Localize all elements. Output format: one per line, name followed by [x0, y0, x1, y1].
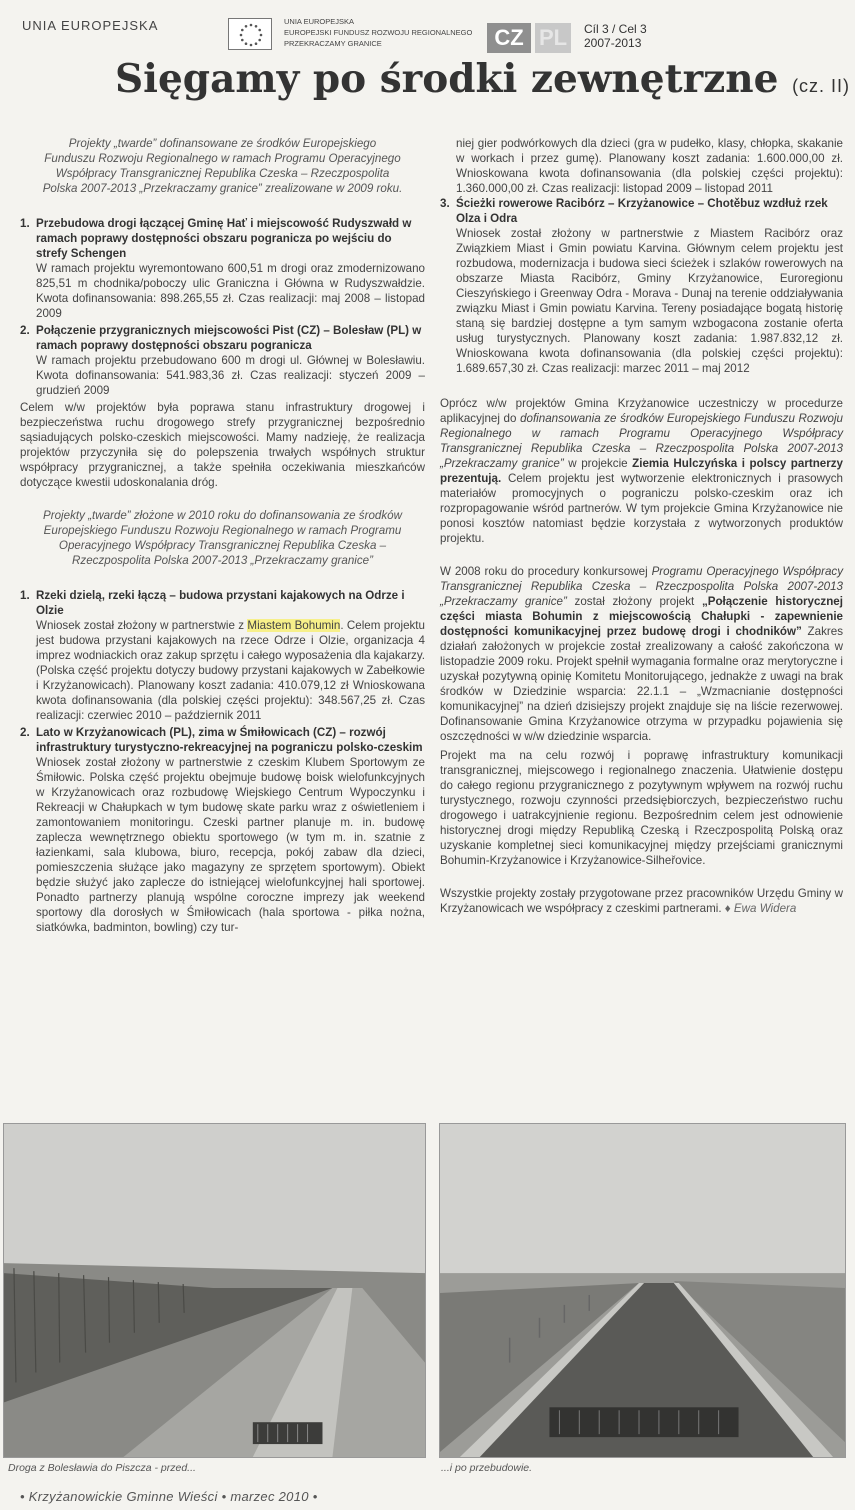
- intro-2010: Projekty „twarde” złożone w 2010 roku do dofinansowania ze środków Europejskiego Funduszu Rozwoju Regionalnego w ramach Programu Operacyjnego Współpracy Transgranicznej Republika Czeska – Rzeczpospolita Polska 2007-2013 „Przekraczamy granice”: [43, 509, 402, 567]
- project-number: 1.: [20, 589, 30, 602]
- text-run: Wszystkie projekty zostały przygotowane przez pracowników Urzędu Gminy w Krzyżanowicach we współpracy z czeskimi partnerami.: [440, 887, 843, 915]
- project-title: Przebudowa drogi łączącej Gminę Hať i miejscowość Rudyszwałd w ramach poprawy dostępności obszaru pogranicza po wejściu do strefy Schengen: [36, 217, 412, 260]
- fund-line-2: EUROPEJSKI FUNDUSZ ROZWOJU REGIONALNEGO: [284, 28, 473, 37]
- project-heading: [440, 196, 843, 226]
- paragraph-goals: Projekt ma na celu rozwój i poprawę infrastruktury komunikacji transgranicznej, miejscowego i regionalnego znaczenia. Ułatwienie dostępu do całego regionu przygranicznego z pozytywnym wpływem na rozwój ruchu turystycznego, rozwoju czynności przedsiębiorczych, bezpieczeństwo ruchu drogowego i uatrakcyjnienie regionu. Bezpośrednim celem jest odnowienie historycznej drogi między Republiką Czeską i Rzeczpospolitą Polską oraz uzyskanie kompletnej sieci komunikacyjnej między przejściami granicznymi Bohumin-Krzyżanowice i Krzyżanowice-Silheřovice.: [440, 749, 843, 867]
- project-item: [20, 216, 425, 321]
- project-title: Połączenie przygranicznych miejscowości Pist (CZ) – Bolesław (PL) w ramach poprawy dostępności obszaru pogranicza: [36, 324, 422, 352]
- project-number: 2.: [20, 324, 30, 337]
- caption-after: ...i po przebudowie.: [441, 1462, 533, 1474]
- title-subtitle: (cz. II): [792, 76, 851, 96]
- project-item: [440, 196, 843, 376]
- fund-label: [284, 16, 472, 49]
- paragraph-promo: [440, 396, 843, 546]
- author-signature: ♦ Ewa Widera: [724, 902, 797, 915]
- text-run: Zakres działań założonych w projekcie został zrealizowany a całość zakończona w listopadzie 2009 roku. Projekt spełnił wymagania formalne oraz merytoryczne i uzyskał pozytywną opinię Komitetu Monitorującego, jednakże z uwagi na brak środków w Dziedzinie wsparcia: 22.1.1 – „Wzmacnianie dostępności komunikacyjnej” na dzień dzisiejszy projekt znajduje się na liście rezerwowej. Dofinansowanie Gmina Krzyżanowice otrzyma w przypadku pojawienia się oszczędności w w/w dziedzinie wsparcia.: [440, 625, 843, 743]
- text-run: w projekcie: [563, 457, 633, 470]
- project-body: Wniosek został złożony w partnerstwie z czeskim Klubem Sportowym ze Śmiłowic. Polska część projektu obejmuje budowę boisk wielofunkcyjnych w Krzyżanowicach oraz rozbudowę Wiejskiego Centrum Wypoczynku i Rekreacji w Chałupkach w tym budowę skate parku wraz z oświetleniem i zamontowaniem monitoringu. Czeski partner planuje m. in. budowę zaplecza wewnętrznego obiektu sportowego (w tym m. in. szatnie z łazienkami, sala klubowa, biuro, recepcja, pokój zabaw dla dzieci, pomieszczenia służące jako magazyny ze sprzętem sportowym). Obiekt będzie służyć jako zaplecze do istniejącej wielofunkcyjnej hali sportowej. Ponadto partnerzy planują wspólne coroczne imprezy jak weekend sportowy dla dorosłych w Śmiłowicach (hala sportowa - piłka nożna, siatkówka, badminton, bowling) czy tur-: [36, 756, 425, 934]
- highlighted-partner: Miastem Bohumin: [247, 619, 341, 632]
- photo-road-after: [439, 1123, 846, 1458]
- spacer: [440, 378, 843, 396]
- project-title: Lato w Krzyżanowicach (PL), zima w Śmiłowicach (CZ) – rozwój infrastruktury turystyczno-rekreacyjnej na pograniczu polsko-czeskim: [36, 726, 423, 754]
- project-body: Wniosek został złożony w partnerstwie z Miastem Racibórz oraz Związkiem Miast i Gmin powiatu Karvina. Głównym celem projektu jest rozbudowa, modernizacja i budowa sieci ścieżek i szlaków rowerowych na obszarze Miasta Racibórz, Gminy Krzyżanowice, Euroregionu Cieszyńskiego i Greenway Odra - Morava - Dunaj na terenie oddziaływania związku Miast i Gmin powiatu Karvina. Tereny posiadające bogatą historię staną się bardziej dostępne a tym samym wzbogacona zostanie oferta usług turystycznych. Planowany koszt zadania: 1.987.832,12 zł. Wnioskowana kwota dofinansowania (dla polskiej części projektu): 1.689.657,30 zł. Czas realizacji: marzec 2011 – maj 2012: [456, 227, 843, 375]
- text-run: W 2008 roku do procedury konkursowej: [440, 565, 652, 578]
- right-column: [440, 136, 843, 916]
- program-period: [584, 22, 647, 50]
- fund-line-1: UNIA EUROPEJSKA: [284, 17, 355, 26]
- cil-line-1: Cíl 3 / Cel 3: [584, 22, 647, 36]
- project-body-pre: Wniosek został złożony w partnerstwie z: [36, 619, 248, 632]
- summary-paragraph: Celem w/w projektów była poprawa stanu infrastruktury drogowej i bezpieczeństwa ruchu drogowego strefy przygranicznej bezpośrednio sąsiadujących polsko-czeskich miejscowości. Mamy nadzieję, że realizacja projektów przyczyniła się do polepszenia trwałych współnych struktur współpracy przygranicznej, a także spełniła oczekiwania mieszkańców dotyczące kwestii udoskonalania dróg.: [20, 401, 425, 489]
- photo-road-before: [3, 1123, 426, 1458]
- text-run-bold: „Połączenie historycznej części miasta Bohumin z miejscowością Chałupki - zapewnienie dostępności komunikacyjnej przez budowę drogi i chodników”: [440, 595, 843, 638]
- project-number: 3.: [440, 197, 450, 210]
- project-item: [20, 725, 425, 935]
- text-run-italic: Programu Operacyjnego Współpracy Transgranicznej Republika Czeska – Rzeczpospolita Polska 2007-2013 „Przekraczamy granice”: [440, 565, 844, 608]
- project-number: 2.: [20, 726, 30, 739]
- text-run: został złożony projekt: [566, 595, 702, 608]
- continued-text: niej gier podwórkowych dla dzieci (gra w pudełko, klasy, chłopka, skakanie w workach i przez gumę). Planowany koszt zadania: 1.600.000,00 zł. Wnioskowana kwota dofinansowania (dla polskiej części projektu): 1.360.000,00 zł. Czas realizacji: listopad 2009 – listopad 2011: [456, 137, 843, 195]
- union-label: UNIA EUROPEJSKA: [22, 18, 159, 33]
- logo-pl: PL: [535, 23, 571, 53]
- project-item: [20, 588, 425, 723]
- text-run: Oprócz w/w projektów Gmina Krzyżanowice uczestniczy w procedurze aplikacyjnej do: [440, 397, 843, 425]
- project-body: W ramach projektu wyremontowano 600,51 m drogi oraz zmodernizowano 825,51 m chodnika/poboczy ulic Graniczna i Główna w Rudyszwałdzie. Kwota dofinansowania: 898.265,55 zł. Czas realizacji: maj 2008 – listopad 2009: [36, 262, 425, 320]
- left-column: [20, 136, 425, 937]
- text-run: Celem projektu jest wytworzenie elektronicznych i prasowych materiałów promocyjnych o pograniczu polsko-czeskim oraz ich rozpropagowanie wśród partnerów. W tym projekcie Gmina Krzyżanowice nie ponosi kosztów natomiast będzie korzystała z wytworzonych produktów projektu.: [440, 472, 843, 545]
- paragraph-closing: [440, 886, 843, 916]
- project-body: [20, 618, 425, 723]
- paragraph-bohumin: [440, 564, 843, 744]
- page-title: [115, 56, 850, 102]
- logo-cz: CZ: [487, 23, 531, 53]
- text-run-bold: Ziemia Hulczyńska i polscy partnerzy prezentują.: [440, 457, 843, 485]
- caption-before: Droga z Bolesławia do Piszcza - przed...: [8, 1462, 196, 1474]
- cil-line-2: 2007-2013: [584, 36, 642, 50]
- project-heading: [20, 323, 425, 353]
- page-footer: • Krzyżanowickie Gminne Wieści • marzec 2010 •: [20, 1489, 318, 1504]
- intro-2009: Projekty „twarde” dofinansowane ze środków Europejskiego Funduszu Rozwoju Regionalnego w ramach Programu Operacyjnego Współpracy Transgranicznej Republika Czeska – Rzeczpospolita Polska 2007-2013 „Przekraczamy granice” zrealizowane w 2009 roku.: [42, 137, 403, 195]
- project-item: [20, 323, 425, 398]
- project-heading: [20, 588, 425, 618]
- project-heading: [20, 725, 425, 755]
- project-body-post: . Celem projektu jest budowa przystani kajakowych na rzece Odrze i Olzie, organizacja 4 imprez wodniackich oraz zakup sprzętu i całego wyposażenia dla kajakarzy. (Polska część projektu dotyczy budowy przystani kajakowych w Zabełkowie i Krzyżanowicach). Planowany koszt zadania: 410.079,12 zł Wnioskowana kwota dofinansowania (dla polskiej części projektu): 348.567,25 zł. Czas realizacji: czerwiec 2010 – październik 2011: [36, 619, 426, 722]
- title-main: Sięgamy po środki zewnętrzne: [115, 56, 779, 102]
- eu-flag-icon: [228, 18, 272, 50]
- text-run-italic: dofinansowania ze środków Europejskiego Funduszu Rozwoju Regionalnego w ramach Programu Operacyjnego Współpracy Transgranicznej Republika Czeska – Rzeczpospolita Polska 2007-2013 „Przekraczamy granice”: [440, 412, 843, 470]
- project-heading: [20, 216, 425, 261]
- project-title: Rzeki dzielą, rzeki łączą – budowa przystani kajakowych na Odrze i Olzie: [36, 589, 405, 617]
- project-title: Ścieżki rowerowe Racibórz – Krzyżanowice – Chotěbuz wzdłuż rzek Olza i Odra: [456, 197, 828, 225]
- project-number: 1.: [20, 217, 30, 230]
- fund-line-3: PRZEKRACZAMY GRANICE: [284, 39, 382, 48]
- project-body: W ramach projektu przebudowano 600 m drogi ul. Głównej w Bolesławiu. Kwota dofinansowania: 541.983,36 zł. Czas realizacji: styczeń 2009 – grudzień 2009: [36, 354, 425, 397]
